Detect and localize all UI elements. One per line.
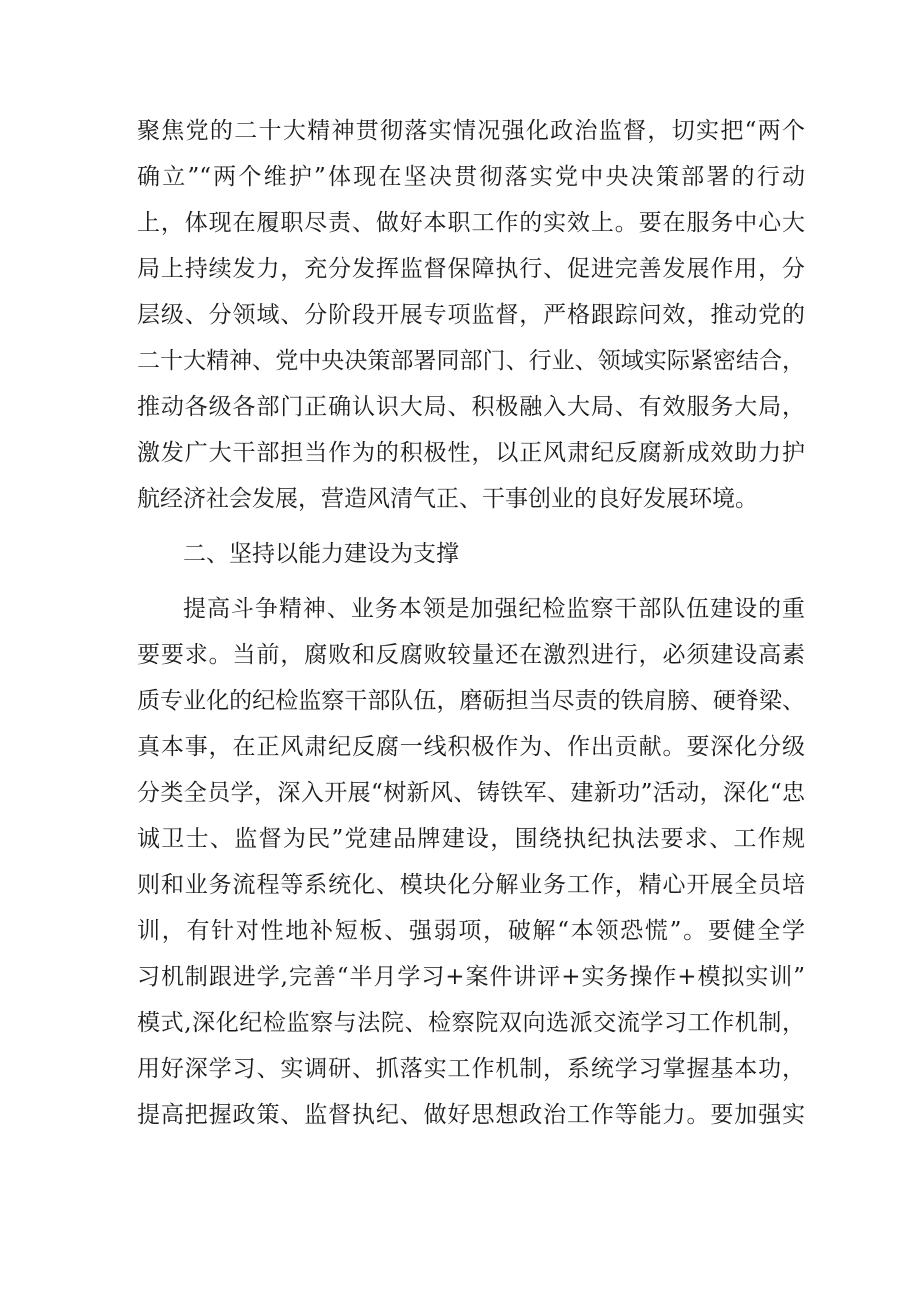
text-line: 要要求。当前，腐败和反腐败较量还在激烈进行，必须建设高素 bbox=[137, 642, 805, 668]
text-line: 提高斗争精神、业务本领是加强纪检监察干部队伍建设的重 bbox=[183, 596, 805, 622]
text-line: 二十大精神、党中央决策部署同部门、行业、领域实际紧密结合， bbox=[137, 348, 805, 374]
text-line: 训，有针对性地补短板、强弱项，破解“本领恐慌”。要健全学 bbox=[137, 918, 805, 944]
text-line: 航经济社会发展，营造风清气正、干事创业的良好发展环境。 bbox=[137, 486, 758, 512]
section-heading: 二、坚持以能力建设为支撑 bbox=[183, 541, 459, 567]
text-line: 用好深学习、实调研、抓落实工作机制，系统学习掌握基本功， bbox=[137, 1056, 805, 1082]
text-line: 提高把握政策、监督执纪、做好思想政治工作等能力。要加强实 bbox=[137, 1102, 805, 1128]
text-line: 习机制跟进学,完善“半月学习+案件讲评+实务操作+模拟实训” bbox=[137, 964, 805, 990]
text-line: 局上持续发力，充分发挥监督保障执行、促进完善发展作用，分 bbox=[137, 256, 805, 282]
text-line: 激发广大干部担当作为的积极性，以正风肃纪反腐新成效助力护 bbox=[137, 440, 805, 466]
text-line: 分类全员学，深入开展“树新风、铸铁军、建新功”活动，深化“忠 bbox=[137, 780, 805, 806]
text-line: 确立”“两个维护”体现在坚决贯彻落实党中央决策部署的行动 bbox=[137, 164, 805, 190]
text-line: 推动各级各部门正确认识大局、积极融入大局、有效服务大局， bbox=[137, 394, 805, 420]
text-line: 聚焦党的二十大精神贯彻落实情况强化政治监督，切实把“两个 bbox=[137, 118, 805, 144]
text-line: 真本事，在正风肃纪反腐一线积极作为、作出贡献。要深化分级 bbox=[137, 734, 805, 760]
text-line: 则和业务流程等系统化、模块化分解业务工作，精心开展全员培 bbox=[137, 872, 805, 898]
paragraph-1 bbox=[137, 108, 805, 522]
document-body bbox=[137, 108, 805, 1138]
text-line: 诚卫士、监督为民”党建品牌建设，围绕执纪执法要求、工作规 bbox=[137, 826, 805, 852]
text-line: 层级、分领域、分阶段开展专项监督，严格跟踪问效，推动党的 bbox=[137, 302, 805, 328]
text-line: 上，体现在履职尽责、做好本职工作的实效上。要在服务中心大 bbox=[137, 210, 805, 236]
text-line: 质专业化的纪检监察干部队伍，磨砺担当尽责的铁肩膀、硬脊梁、 bbox=[137, 688, 805, 714]
text-line: 模式,深化纪检监察与法院、检察院双向选派交流学习工作机制， bbox=[137, 1010, 805, 1036]
paragraph-2 bbox=[137, 586, 805, 1138]
